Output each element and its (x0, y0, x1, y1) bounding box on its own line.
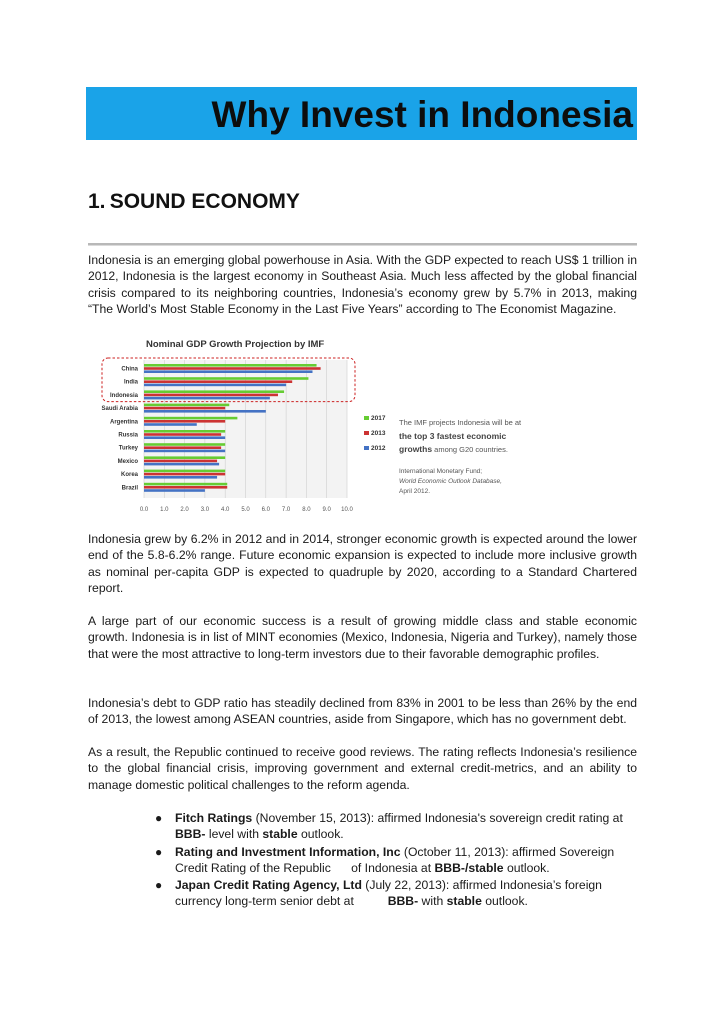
bullet-icon: ● (155, 844, 163, 859)
rating-value: BBB-/stable (434, 860, 504, 875)
annotation-line: growths among G20 countries. (399, 444, 508, 454)
rating-text: (October 11, 2013): affirmed Sovereign Credit Rating of the Republic of Indonesia at (175, 844, 615, 875)
legend-swatch (364, 431, 369, 435)
rating-value: BBB- (175, 827, 206, 842)
bar-2013 (144, 460, 217, 463)
page-title: Why Invest in Indonesia (211, 94, 633, 135)
rating-text: with (418, 894, 447, 909)
gdp-growth-chart (94, 333, 594, 518)
bar-2012 (144, 436, 225, 439)
chart-svg (94, 333, 594, 518)
bar-2013 (144, 394, 278, 397)
title-banner (86, 87, 637, 140)
rating-agency: Fitch Ratings (175, 811, 253, 825)
annotation-line: the top 3 fastest economic (399, 431, 507, 441)
bar-2017 (144, 443, 225, 446)
bar-2012 (144, 463, 219, 466)
bar-2017 (144, 483, 227, 486)
x-tick-label: 4.0 (221, 507, 230, 513)
x-tick-label: 8.0 (302, 507, 311, 513)
bar-2017 (144, 377, 308, 380)
section-divider (88, 243, 637, 246)
x-tick-label: 2.0 (180, 507, 189, 513)
rating-text: outlook. (503, 860, 550, 875)
bar-2017 (144, 390, 284, 393)
paragraph-middle-class: A large part of our economic success is a result of growing middle class and stable economic growth. Indonesia is in list of MINT economies (Mexico, Indonesia, Nigeria and Turkey), namely those that were the most attractive to long-term investors due to their favorable demographic profiles. (88, 614, 637, 661)
paragraph-ratings: As a result, the Republic continued to receive good reviews. The rating reflects Indonesia’s resilience to the global financial crisis, improving government and external credit-metrics, and an ability to manage domestic political challenges to the reform agenda. (88, 745, 637, 792)
legend-label: 2012 (371, 445, 386, 452)
paragraph-growth: Indonesia grew by 6.2% in 2012 and in 2014, stronger economic growth is expected around the lower end of the 5.8-6.2% range. Future economic expansion is expected to include more inclusive growth as nominal per-capita GDP is expected to quadruple by 2020, according to a Standard Chartered report. (88, 532, 637, 595)
bullet-icon: ● (155, 811, 163, 825)
x-tick-label: 3.0 (200, 507, 210, 513)
rating-outlook: stable (446, 894, 482, 909)
x-tick-label: 10.0 (341, 507, 353, 513)
bar-2012 (144, 410, 266, 413)
bar-2012 (144, 450, 225, 453)
bar-2013 (144, 446, 221, 449)
bar-2017 (144, 404, 229, 407)
category-label: Brazil (121, 485, 138, 492)
rating-agency: Japan Credit Rating Agency, Ltd (175, 878, 362, 893)
x-tick-label: 7.0 (281, 507, 291, 513)
category-label: Korea (120, 472, 138, 479)
annotation-line: The IMF projects Indonesia will be at (399, 418, 522, 427)
annotation-source: World Economic Outlook Database, (399, 478, 502, 485)
rating-text: outlook. (481, 894, 528, 909)
annotation-source: International Monetary Fund; (399, 468, 483, 475)
x-tick-label: 0.0 (139, 507, 149, 513)
rating-text: level with (205, 827, 263, 842)
section-heading: 1. SOUND ECONOMY (88, 190, 300, 213)
annotation-source: April 2012. (399, 488, 431, 495)
x-tick-label: 9.0 (322, 507, 331, 513)
bullet-icon: ● (155, 878, 163, 893)
rating-text: (July 22, 2013): affirmed Indonesia’s foreign currency long-term senior debt at (175, 878, 602, 909)
list-item (155, 844, 625, 877)
bar-2013 (144, 473, 225, 476)
legend-swatch (364, 446, 369, 450)
chart-title: Nominal GDP Growth Projection by IMF (146, 339, 325, 350)
bar-2012 (144, 384, 286, 387)
bar-2013 (144, 433, 221, 436)
legend-swatch (364, 416, 369, 420)
list-item (155, 877, 625, 910)
rating-text: (November 15, 2013): affirmed Indonesia's sovereign credit rating at (252, 811, 623, 825)
bar-2013 (144, 420, 225, 423)
rating-agency: Rating and Investment Information, Inc (175, 844, 401, 859)
bar-2017 (144, 430, 225, 433)
bar-2017 (144, 417, 237, 420)
category-label: Mexico (117, 458, 138, 465)
category-label: Indonesia (109, 392, 138, 399)
category-label: China (121, 366, 138, 373)
legend-label: 2017 (371, 415, 386, 422)
bar-2013 (144, 380, 292, 383)
bar-2017 (144, 470, 225, 473)
bar-2017 (144, 364, 317, 367)
bar-2013 (144, 486, 227, 489)
bar-2013 (144, 407, 225, 410)
bar-2017 (144, 456, 225, 459)
category-label: Argentina (109, 419, 138, 426)
rating-value: BBB- (387, 894, 419, 909)
bar-2013 (144, 367, 321, 370)
x-tick-label: 5.0 (241, 507, 250, 513)
bar-2012 (144, 423, 197, 426)
legend-label: 2013 (371, 430, 386, 437)
category-label: Turkey (118, 445, 138, 452)
ratings-list (155, 810, 625, 911)
category-label: Russia (118, 432, 138, 439)
x-tick-label: 6.0 (261, 507, 270, 513)
list-item (155, 810, 625, 843)
paragraph-intro: Indonesia is an emerging global powerhouse in Asia. With the GDP expected to reach US$ 1 trillion in 2012, Indonesia is the largest economy in Southeast Asia. Much less affected by the global financial crisis compared to its neighboring countries, Indonesia’s economy grew by 5.7% in 2013, making “The World’s Most Stable Economy in the Last Five Years” according to The Economist Magazine. (88, 253, 637, 316)
rating-text: outlook. (297, 827, 344, 842)
category-label: Saudi Arabia (101, 406, 138, 413)
x-tick-label: 1.0 (160, 507, 169, 513)
category-label: India (123, 379, 138, 386)
rating-outlook: stable (262, 827, 298, 842)
bar-2012 (144, 489, 205, 492)
bar-2012 (144, 370, 312, 373)
bar-2012 (144, 397, 270, 400)
paragraph-debt: Indonesia’s debt to GDP ratio has steadily declined from 83% in 2001 to be less than 26% by the end of 2013, the lowest among ASEAN countries, aside from Singapore, which has no government debt. (88, 696, 637, 727)
bar-2012 (144, 476, 217, 479)
